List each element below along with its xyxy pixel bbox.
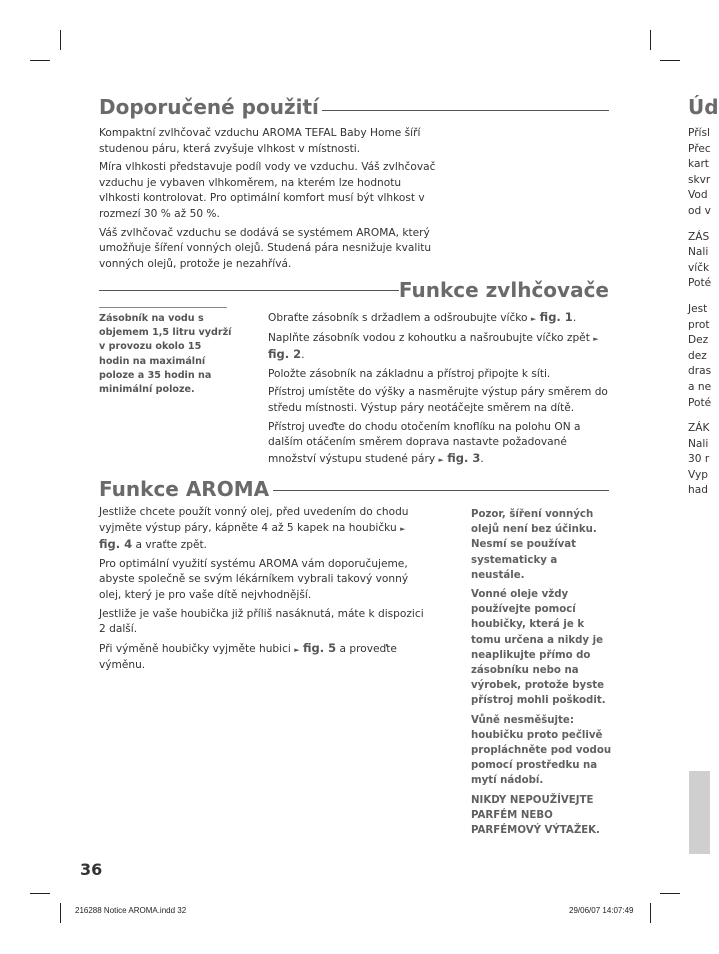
crop-mark [30, 60, 50, 61]
crop-mark [660, 893, 680, 894]
paragraph: Míra vlhkosti představuje podíl vody ve vzduchu. Váš zvlhčovač vzduchu je vybaven vlhkoměrem, na kterém lze hodnotu vlhkosti kontrolovat. Pro optimální komfort musí být vlhkost v rozmezí 30 % až 50 %. [99, 161, 436, 220]
next-page-line: Vyp [688, 468, 708, 481]
fig-reference: fig. 1 [539, 310, 573, 324]
water-tank-sidenote: Zásobník na vodu s objemem 1,5 litru vydrží v provozu okolo 15 hodin na maximální poloze a 35 hodin na minimální poloze. [99, 313, 232, 396]
next-page-line: prot [688, 318, 710, 331]
sidenote-rule [99, 307, 227, 308]
aroma-warnings [471, 507, 613, 842]
next-page-line: Jest [688, 302, 708, 315]
instruction-step: Přístroj uveďte do chodu otočením knoflíku na polohu ON a dalším otáčením směrem doprava nastavte požadované množství výstupu studené páry ► fig. 3. [268, 420, 581, 465]
warning-note: NIKDY NEPOUŽÍVEJTE PARFÉM NEBO PARFÉMOVÝ VÝTAŽEK. [471, 794, 600, 837]
instruction-step: Jestliže chcete použít vonný olej, před uvedením do chodu vyjměte výstup páry, kápněte 4 až 5 kapek na houbičku ► fig. 4 a vraťte zpět. [99, 506, 409, 552]
next-page-line: dez [688, 349, 707, 362]
next-page-line: víčk [688, 261, 710, 274]
next-page-line: skvr [688, 173, 711, 186]
crop-mark [650, 903, 651, 923]
humidifier-instructions [268, 310, 613, 471]
next-page-line: Dez [688, 334, 709, 347]
instruction-step: Při výměně houbičky vyjměte hubici ► fig. 5 a proveďte výměnu. [99, 640, 397, 672]
page-number: 36 [80, 860, 103, 879]
recommended-use-text [99, 126, 444, 275]
instruction-step: Přístroj umístěte do výšky a nasměrujte výstup páry směrem do středu místnosti. Výstup páry neotáčejte směrem na dítě. [268, 386, 608, 414]
instruction-step: Obraťte zásobník s držadlem a odšroubujte víčko ► fig. 1. [268, 310, 577, 324]
instruction-step: Naplňte zásobník vodou z kohoutku a našroubujte víčko zpět ► fig. 2. [268, 331, 599, 362]
section-title-aroma-function: Funkce AROMA [99, 477, 270, 501]
next-page-line: Poté [688, 396, 712, 409]
fig-reference: fig. 2 [268, 347, 302, 362]
fig-arrow-icon: ► [438, 455, 444, 464]
next-page-line: a ne [688, 380, 712, 393]
fig-arrow-icon: ► [294, 645, 300, 654]
next-page-title: Úd [688, 95, 719, 119]
footer-file-name: 216288 Notice AROMA.indd 32 [75, 906, 187, 915]
instruction-step: Položte zásobník na základnu a přístroj připojte k síti. [268, 367, 551, 380]
instruction-step: Pro optimální využití systému AROMA vám doporučujeme, abyste společně se svým lékárníkem vybrali takový vonný olej, který je pro vaše dítě nejvhodnější. [99, 557, 409, 601]
paragraph: Kompaktní zvlhčovač vzduchu AROMA TEFAL Baby Home šíří studenou páru, která zvyšuje vlhkost v místnosti. [99, 127, 421, 155]
crop-mark [60, 903, 61, 923]
paragraph: Váš zvlhčovač vzduchu se dodává se systémem AROMA, který umožňuje šíření vonných olejů. Studená pára nesnižuje kvalitu vonných olejů, protože je nezahřívá. [99, 226, 432, 270]
language-thumb-tab [689, 771, 710, 854]
warning-note: Vůně nesměšujte: houbičku proto pečlivě propláchněte pod vodou pomocí prostředku na mytí nádobí. [471, 714, 612, 787]
next-page-line: Poté [688, 277, 712, 290]
fig-reference: fig. 5 [303, 640, 337, 655]
footer-datetime: 29/06/07 14:07:49 [569, 906, 634, 915]
fig-reference: fig. 3 [447, 450, 481, 465]
section-title-recommended-use: Doporučené použití [99, 95, 319, 119]
next-page-line: Vod [688, 189, 708, 202]
fig-arrow-icon: ► [593, 334, 599, 343]
warning-note: Pozor, šíření vonných olejů není bez účinku. Nesmí se používat systematicky a neustále. [471, 509, 597, 581]
crop-mark [60, 30, 61, 50]
crop-mark [650, 30, 651, 50]
section-title-rule [99, 290, 399, 291]
fig-reference: fig. 4 [99, 537, 133, 552]
aroma-instructions [99, 505, 429, 677]
section-title-rule [273, 490, 609, 491]
next-page-line: Nali [688, 246, 709, 259]
next-page-line: Přísl [688, 127, 710, 139]
next-page-column [688, 126, 710, 499]
next-page-line: Nali [688, 437, 709, 450]
next-page-line: 30 r [688, 453, 710, 466]
instruction-step: Jestliže je vaše houbička již příliš nasáknutá, máte k dispozici 2 další. [99, 607, 424, 636]
next-page-line: dras [688, 365, 712, 378]
next-page-line: od v [688, 204, 711, 217]
next-page-line: ZÁK [688, 422, 710, 435]
next-page-line: kart [688, 158, 709, 171]
fig-arrow-icon: ► [400, 524, 406, 533]
warning-note: Vonné oleje vždy používejte pomocí houbičky, která je k tomu určena a nikdy je neaplikujte přímo do zásobníku nebo na výrobek, protože byste přístroj mohli poškodit. [471, 589, 606, 707]
fig-arrow-icon: ► [530, 315, 537, 323]
next-page-line: ZÁS [688, 230, 710, 243]
crop-mark [30, 893, 50, 894]
crop-mark [660, 60, 680, 61]
next-page-line: Přec [688, 142, 711, 155]
section-title-humidifier-function: Funkce zvlhčovače [398, 278, 609, 302]
next-page-line: had [688, 484, 708, 497]
section-title-rule [322, 110, 609, 111]
